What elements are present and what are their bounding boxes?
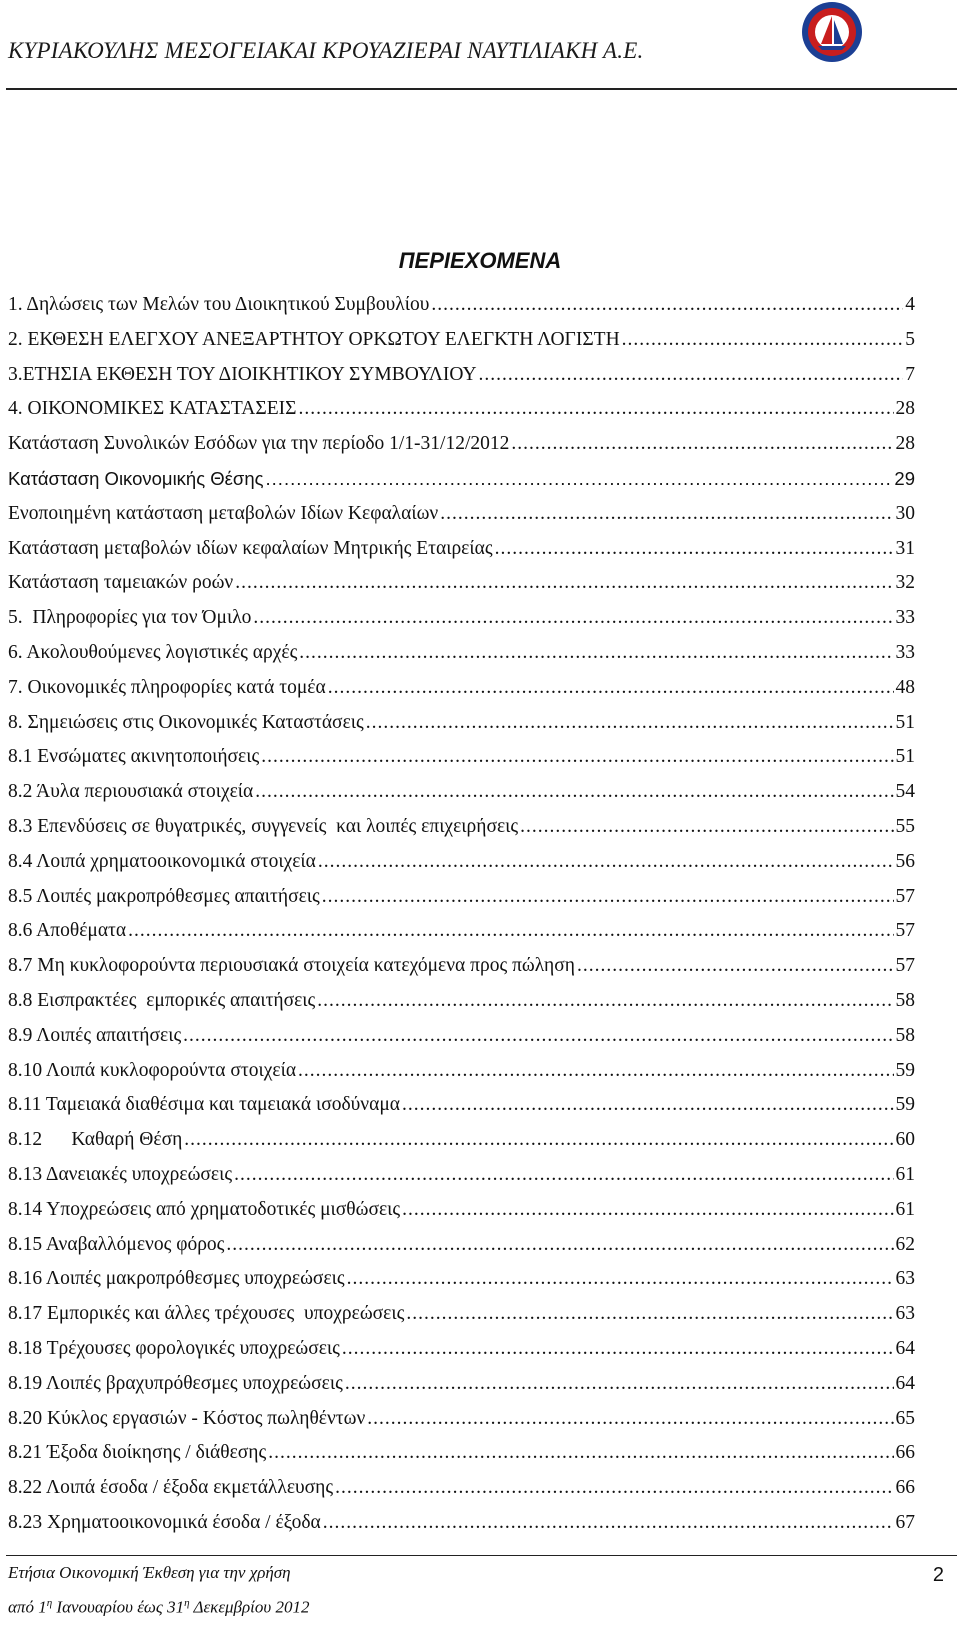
toc-dot-leader xyxy=(266,462,893,497)
toc-entry[interactable] xyxy=(8,845,915,880)
toc-dot-leader xyxy=(318,845,894,880)
toc-entry[interactable] xyxy=(8,1123,915,1158)
toc-dot-leader xyxy=(299,636,893,671)
toc-entry[interactable] xyxy=(8,880,915,915)
toc-entry[interactable] xyxy=(8,601,915,636)
toc-dot-leader xyxy=(622,323,904,358)
footer-divider xyxy=(6,1555,957,1556)
toc-entry-label: 8.16 Λοιπές μακροπρόθεσμες υποχρεώσεις xyxy=(8,1268,345,1290)
toc-entry-label: 8.20 Κύκλος εργασιών - Κόστος πωληθέντων xyxy=(8,1407,366,1429)
toc-entry-page: 56 xyxy=(895,850,915,872)
toc-entry[interactable] xyxy=(8,1158,915,1193)
toc-entry[interactable] xyxy=(8,914,915,949)
toc-entry-label: Ενοποιημένη κατάσταση μεταβολών Ιδίων Κεφαλαίων xyxy=(8,502,439,524)
toc-entry[interactable] xyxy=(8,1193,915,1228)
toc-dot-leader xyxy=(255,775,893,810)
toc-entry-label: 8.19 Λοιπές βραχυπρόθεσμες υποχρεώσεις xyxy=(8,1372,343,1394)
page-footer xyxy=(0,1555,960,1625)
toc-entry-page: 59 xyxy=(895,1094,915,1116)
toc-entry-label: 8.4 Λοιπά χρηματοοικονομικά στοιχεία xyxy=(8,850,316,872)
toc-entry[interactable] xyxy=(8,462,915,497)
toc-entry[interactable] xyxy=(8,706,915,741)
toc-entry-label: 3.ΕΤΗΣΙΑ ΕΚΘΕΣΗ ΤΟΥ ΔΙΟΙΚΗΤΙΚΟΥ ΣΥΜΒΟΥΛΙΟΥ xyxy=(8,363,477,385)
toc-entry-page: 29 xyxy=(894,467,915,489)
toc-entry-page: 66 xyxy=(895,1477,915,1499)
toc-entry-page: 28 xyxy=(895,433,915,455)
toc-entry[interactable] xyxy=(8,949,915,984)
toc-entry-label: 8.2 Άυλα περιουσιακά στοιχεία xyxy=(8,781,254,803)
toc-entry[interactable] xyxy=(8,358,915,393)
toc-entry-label: 8.11 Ταμειακά διαθέσιμα και ταμειακά ισοδύναμα xyxy=(8,1094,400,1116)
toc-dot-leader xyxy=(402,1193,893,1228)
toc-dot-leader xyxy=(261,740,893,775)
toc-dot-leader xyxy=(402,1088,894,1123)
toc-entry-page: 67 xyxy=(895,1511,915,1533)
toc-dot-leader xyxy=(298,392,893,427)
toc-entry-label: 8.13 Δανειακές υποχρεώσεις xyxy=(8,1163,233,1185)
toc-entry-page: 66 xyxy=(895,1442,915,1464)
toc-dot-leader xyxy=(226,1228,893,1263)
toc-dot-leader xyxy=(128,914,893,949)
toc-dot-leader xyxy=(253,601,893,636)
table-of-contents xyxy=(8,288,915,1541)
toc-entry[interactable] xyxy=(8,1228,915,1263)
toc-entry-page: 58 xyxy=(895,1024,915,1046)
toc-dot-leader xyxy=(431,288,903,323)
toc-entry-page: 58 xyxy=(895,989,915,1011)
page-header xyxy=(0,0,960,92)
toc-dot-leader xyxy=(322,880,894,915)
toc-entry-page: 65 xyxy=(895,1407,915,1429)
toc-entry[interactable] xyxy=(8,497,915,532)
toc-entry-page: 55 xyxy=(895,815,915,837)
toc-entry[interactable] xyxy=(8,1262,915,1297)
toc-entry-label: 5. Πληροφορίες για τον Όμιλο xyxy=(8,607,252,629)
toc-entry-page: 5 xyxy=(905,328,915,350)
toc-entry-page: 33 xyxy=(895,641,915,663)
toc-dot-leader xyxy=(345,1367,894,1402)
toc-dot-leader xyxy=(298,1054,893,1089)
toc-dot-leader xyxy=(317,984,893,1019)
toc-entry-label: 8.6 Αποθέματα xyxy=(8,920,127,942)
toc-entry-label: 8.14 Υποχρεώσεις από χρηματοδοτικές μισθώσεις xyxy=(8,1198,401,1220)
toc-entry-label: 8.15 Αναβαλλόμενος φόρος xyxy=(8,1233,225,1255)
toc-dot-leader xyxy=(366,706,894,741)
footer-report-title: Ετήσια Οικονομική Έκθεση για την χρήση xyxy=(8,1563,291,1582)
company-title: ΚΥΡΙΑΚΟΥΛΗΣ ΜΕΣΟΓΕΙΑΚΑΙ ΚΡΟΥΑΖΙΕΡΑΙ ΝΑΥΤΙΛΙΑΚΗ Α.Ε. xyxy=(8,38,644,63)
toc-entry-label: 7. Οικονομικές πληροφορίες κατά τομέα xyxy=(8,676,326,698)
toc-dot-leader xyxy=(440,497,893,532)
toc-entry-label: Κατάσταση Οικονομικής Θέσης xyxy=(8,467,264,489)
toc-dot-leader xyxy=(342,1332,894,1367)
toc-entry-page: 30 xyxy=(895,502,915,524)
toc-entry-label: 8.22 Λοιπά έσοδα / έξοδα εκμετάλλευσης xyxy=(8,1477,334,1499)
toc-entry-page: 51 xyxy=(895,711,915,733)
toc-entry-page: 51 xyxy=(895,746,915,768)
toc-entry-label: 8.23 Χρηματοοικονομικά έσοδα / έξοδα xyxy=(8,1511,321,1533)
toc-entry-label: 2. ΕΚΘΕΣΗ ΕΛΕΓΧΟΥ ΑΝΕΞΑΡΤΗΤΟΥ ΟΡΚΩΤΟΥ ΕΛΕΓΚΤΗ ΛΟΓΙΣΤΗ xyxy=(8,328,620,350)
toc-entry[interactable] xyxy=(8,775,915,810)
toc-entry-label: 8.5 Λοιπές μακροπρόθεσμες απαιτήσεις xyxy=(8,885,320,907)
toc-entry-page: 64 xyxy=(895,1372,915,1394)
toc-dot-leader xyxy=(495,532,894,567)
toc-entry[interactable] xyxy=(8,1054,915,1089)
toc-entry-page: 48 xyxy=(895,676,915,698)
toc-entry[interactable] xyxy=(8,671,915,706)
toc-entry[interactable] xyxy=(8,984,915,1019)
toc-dot-leader xyxy=(367,1402,893,1437)
toc-entry-page: 33 xyxy=(895,607,915,629)
toc-entry[interactable] xyxy=(8,1019,915,1054)
toc-entry-page: 64 xyxy=(895,1337,915,1359)
toc-entry[interactable] xyxy=(8,566,915,601)
toc-entry-label: 8.12 Καθαρή Θέση xyxy=(8,1129,183,1151)
toc-entry-label: 8. Σημειώσεις στις Οικονομικές Καταστάσεις xyxy=(8,711,364,733)
toc-entry[interactable] xyxy=(8,392,915,427)
toc-entry-page: 63 xyxy=(895,1268,915,1290)
page-number: 2 xyxy=(932,1564,944,1586)
toc-entry-page: 57 xyxy=(895,955,915,977)
toc-entry[interactable] xyxy=(8,810,915,845)
toc-dot-leader xyxy=(511,427,893,462)
toc-dot-leader xyxy=(183,1019,893,1054)
toc-dot-leader xyxy=(328,671,894,706)
toc-entry-label: 8.8 Εισπρακτέες εμπορικές απαιτήσεις xyxy=(8,989,316,1011)
header-divider xyxy=(6,88,957,90)
toc-entry-label: 4. ΟΙΚΟΝΟΜΙΚΕΣ ΚΑΤΑΣΤΑΣΕΙΣ xyxy=(8,398,297,420)
toc-entry[interactable] xyxy=(8,740,915,775)
toc-entry-page: 61 xyxy=(895,1198,915,1220)
toc-entry-page: 60 xyxy=(895,1129,915,1151)
toc-entry-page: 62 xyxy=(895,1233,915,1255)
toc-dot-leader xyxy=(406,1297,893,1332)
toc-entry-page: 4 xyxy=(905,294,915,315)
toc-entry[interactable] xyxy=(8,532,915,567)
toc-entry-label: 8.21 Έξοδα διοίκησης / διάθεσης xyxy=(8,1442,267,1464)
toc-dot-leader xyxy=(323,1506,894,1541)
toc-entry-page: 61 xyxy=(895,1163,915,1185)
toc-heading: ΠΕΡΙΕΧΟΜΕΝΑ xyxy=(398,248,562,273)
toc-dot-leader xyxy=(268,1436,893,1471)
toc-entry[interactable] xyxy=(8,1402,915,1437)
toc-dot-leader xyxy=(347,1262,894,1297)
company-logo xyxy=(794,0,870,64)
toc-entry-page: 63 xyxy=(895,1303,915,1325)
toc-entry-page: 54 xyxy=(895,781,915,803)
toc-dot-leader xyxy=(577,949,894,984)
toc-dot-leader xyxy=(520,810,893,845)
toc-entry[interactable] xyxy=(8,323,915,358)
toc-entry-label: Κατάσταση μεταβολών ιδίων κεφαλαίων Μητρικής Εταιρείας xyxy=(8,537,493,559)
toc-entry-label: 8.7 Μη κυκλοφορούντα περιουσιακά στοιχεία κατεχόμενα προς πώληση xyxy=(8,955,575,977)
toc-entry-label: Κατάσταση ταμειακών ροών xyxy=(8,572,234,594)
toc-dot-leader xyxy=(479,358,904,393)
footer-period: από $1^\eta$ Ιανουαρίου έως $31^\eta$ Δεκεμβρίου 2012 xyxy=(8,1597,310,1617)
toc-entry-label: 6. Ακολουθούμενες λογιστικές αρχές xyxy=(8,641,298,663)
toc-entry[interactable] xyxy=(8,1088,915,1123)
toc-entry-label: 1. Δηλώσεις των Μελών του Διοικητικού Συμβουλίου xyxy=(8,294,430,315)
toc-entry-label: 8.3 Επενδύσεις σε θυγατρικές, συγγενείς και λοιπές επιχειρήσεις xyxy=(8,815,519,837)
toc-entry[interactable] xyxy=(8,1297,915,1332)
toc-entry-page: 32 xyxy=(895,572,915,594)
toc-entry-label: 8.18 Τρέχουσες φορολογικές υποχρεώσεις xyxy=(8,1337,340,1359)
toc-entry-label: Κατάσταση Συνολικών Εσόδων για την περίοδο 1/1-31/12/2012 xyxy=(8,433,510,455)
toc-entry[interactable] xyxy=(8,1506,915,1541)
toc-entry[interactable] xyxy=(8,427,915,462)
toc-entry[interactable] xyxy=(8,1436,915,1471)
toc-entry[interactable] xyxy=(8,636,915,671)
toc-entry[interactable] xyxy=(8,1367,915,1402)
toc-entry[interactable] xyxy=(8,1332,915,1367)
toc-dot-leader xyxy=(184,1123,893,1158)
toc-entry[interactable] xyxy=(8,1471,915,1506)
toc-entry-page: 59 xyxy=(895,1059,915,1081)
toc-entry[interactable] xyxy=(8,288,915,323)
toc-entry-page: 57 xyxy=(895,885,915,907)
toc-entry-page: 28 xyxy=(895,398,915,420)
toc-entry-label: 8.1 Ενσώματες ακινητοποιήσεις xyxy=(8,746,260,768)
toc-entry-page: 57 xyxy=(895,920,915,942)
toc-entry-label: 8.10 Λοιπά κυκλοφορούντα στοιχεία xyxy=(8,1059,297,1081)
toc-entry-label: 8.9 Λοιπές απαιτήσεις xyxy=(8,1024,182,1046)
toc-dot-leader xyxy=(335,1471,893,1506)
toc-dot-leader xyxy=(235,566,893,601)
toc-entry-label: 8.17 Εμπορικές και άλλες τρέχουσες υποχρεώσεις xyxy=(8,1303,405,1325)
toc-entry-page: 31 xyxy=(895,537,915,559)
toc-entry-page: 7 xyxy=(905,363,915,385)
toc-dot-leader xyxy=(234,1158,893,1193)
